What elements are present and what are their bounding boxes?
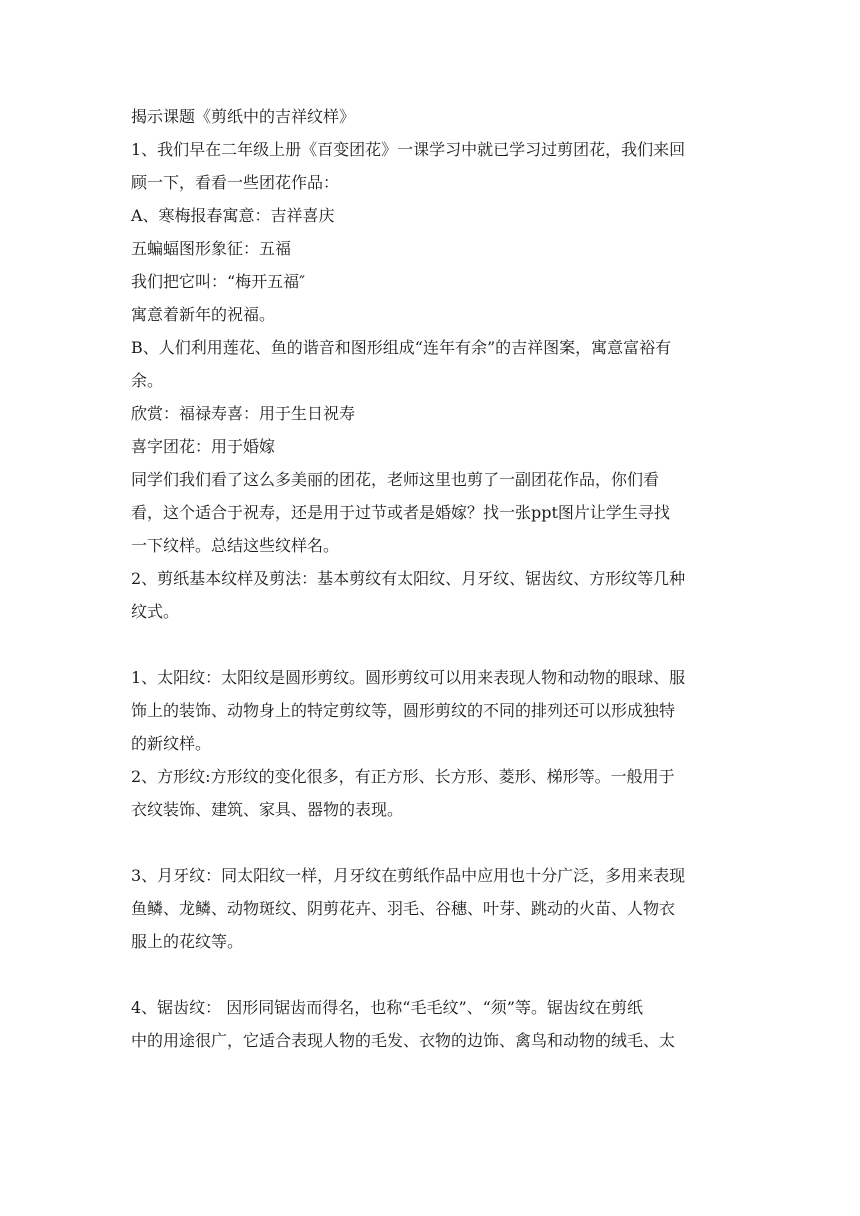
paragraph-line: 饰上的装饰、动物身上的特定剪纹等，圆形剪纹的不同的排列还可以形成独特 — [131, 701, 676, 720]
paragraph-line: 2、方形纹:方形纹的变化很多，有正方形、长方形、菱形、梯形等。一般用于 — [131, 767, 675, 786]
paragraph-line: 余。 — [131, 371, 164, 390]
paragraph-line: 1、太阳纹：太阳纹是圆形剪纹。圆形剪纹可以用来表现人物和动物的眼球、服 — [131, 668, 686, 687]
paragraph-line: 看，这个适合于祝寿，还是用于过节或者是婚嫁？找一张ppt图片让学生寻找 — [131, 503, 670, 522]
paragraph-line: 顾一下，看看一些团花作品： — [131, 173, 340, 192]
paragraph-line: 衣纹装饰、建筑、家具、器物的表现。 — [131, 800, 404, 819]
paragraph-line: 2、剪纸基本纹样及剪法：基本剪纹有太阳纹、月牙纹、锯齿纹、方形纹等几种 — [131, 569, 686, 588]
paragraph-line: 3、月牙纹：同太阳纹一样，月牙纹在剪纸作品中应用也十分广泛，多用来表现 — [131, 866, 686, 885]
blank-line — [131, 628, 731, 661]
paragraph-line: 一下纹样。总结这些纹样名。 — [131, 536, 340, 555]
paragraph-line: 中的用途很广，它适合表现人物的毛发、衣物的边饰、禽鸟和动物的绒毛、太 — [131, 1031, 676, 1050]
paragraph-line: 的新纹样。 — [131, 734, 212, 753]
paragraph-line: 喜字团花：用于婚嫁 — [131, 437, 276, 456]
paragraph-line: 欣赏：福禄寿喜：用于生日祝寿 — [131, 404, 356, 423]
paragraph-line: 鱼鳞、龙鳞、动物斑纹、阴剪花卉、羽毛、谷穗、叶芽、跳动的火苗、人物衣 — [131, 899, 676, 918]
paragraph-line: 我们把它叫：“梅开五福″ — [131, 272, 306, 291]
paragraph-line: 服上的花纹等。 — [131, 932, 244, 951]
paragraph-line: 4、锯齿纹： 因形同锯齿而得名，也称“毛毛纹”、“须”等。锯齿纹在剪纸 — [131, 998, 643, 1017]
blank-line — [131, 826, 731, 859]
paragraph-line: 同学们我们看了这么多美丽的团花，老师这里也剪了一副团花作品，你们看 — [131, 470, 660, 489]
paragraph-line: 纹式。 — [131, 602, 180, 621]
paragraph-line: B、人们利用莲花、鱼的谐音和图形组成“连年有余”的吉祥图案，寓意富裕有 — [131, 338, 672, 357]
blank-line — [131, 958, 731, 991]
lesson-title: 揭示课题《剪纸中的吉祥纹样》 — [131, 107, 356, 126]
document-body — [131, 100, 731, 1057]
paragraph-line: 1、我们早在二年级上册《百变团花》一课学习中就已学习过剪团花，我们来回 — [131, 140, 686, 159]
paragraph-line: 寓意着新年的祝福。 — [131, 305, 276, 324]
paragraph-line: A、寒梅报春寓意：吉祥喜庆 — [131, 206, 335, 225]
paragraph-line: 五蝙蝠图形象征：五福 — [131, 239, 292, 258]
